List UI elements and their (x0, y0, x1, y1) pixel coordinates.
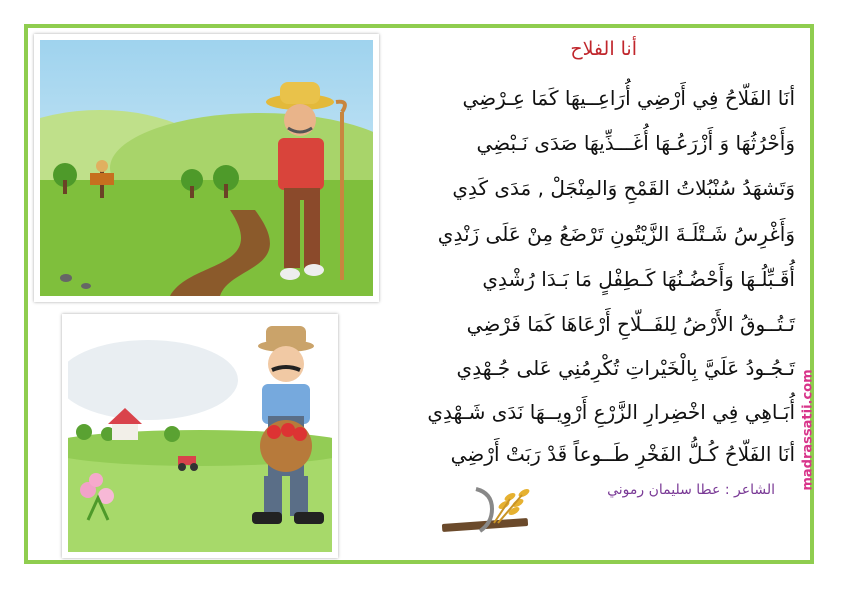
poet-credit: الشاعر : عطا سليمان رموني (607, 482, 775, 498)
poem-block (395, 38, 795, 518)
poem-line: أُقَـبِّلُـهَا وَأَحْضُـنُهَا كَـطِفْلٍ مَا بَـدَا رُشْدِي (482, 267, 795, 291)
poem-line: وَأَغْرِسُ شَـتْلَـةَ الزَّيْتُونِ تَرْضَعُ مِنْ عَلَى زَنْدِي (437, 222, 795, 246)
watermark (798, 300, 818, 560)
poem-line: أنَا الفَلّاحُ فِي أَرْضِي أُرَاعِــيهَا كَمَا عِـرْضِي (462, 86, 795, 110)
poem-line: تَـجُـودُ عَلَيَّ بِالْخَيْراتِ تُكْرِمُنِي عَلى جُـهْدِي (456, 356, 795, 380)
watermark-text: madrassatii.com (800, 369, 816, 491)
farmer-field-image (34, 34, 379, 302)
poem-line: أُبَـاهِي فِي اخْضِرارِ الزَّرْعِ أَرْوِيــهَا نَدَى شَـهْدِي (427, 400, 795, 424)
poem-line: وَتَشهَدُ سُنْبُلاتُ القَمْحِ وَالمِنْجَلْ , مَدَى كَدِي (452, 176, 795, 200)
poem-line: تَـتُــوقُ الأَرْضُ لِلفَــلّاحِ أَرْعَاهَا كَمَا فَرْضِي (466, 312, 795, 336)
poem-line: أنَا الفَلّاحُ كُـلُّ الفَخْرِ طَــوعاً قَدْ رَبَتْ أَرْضِي (450, 442, 795, 466)
sickle-wheat-icon (440, 483, 536, 539)
farmer-basket-image (62, 314, 338, 558)
poem-line: وَأَحْرُثُهَا وَ أَزْرَعُـهَا أُغَـــذِّيهَا صَدَى نَـبْضِي (476, 131, 795, 155)
poem-title: أنا الفلاح (570, 38, 637, 60)
